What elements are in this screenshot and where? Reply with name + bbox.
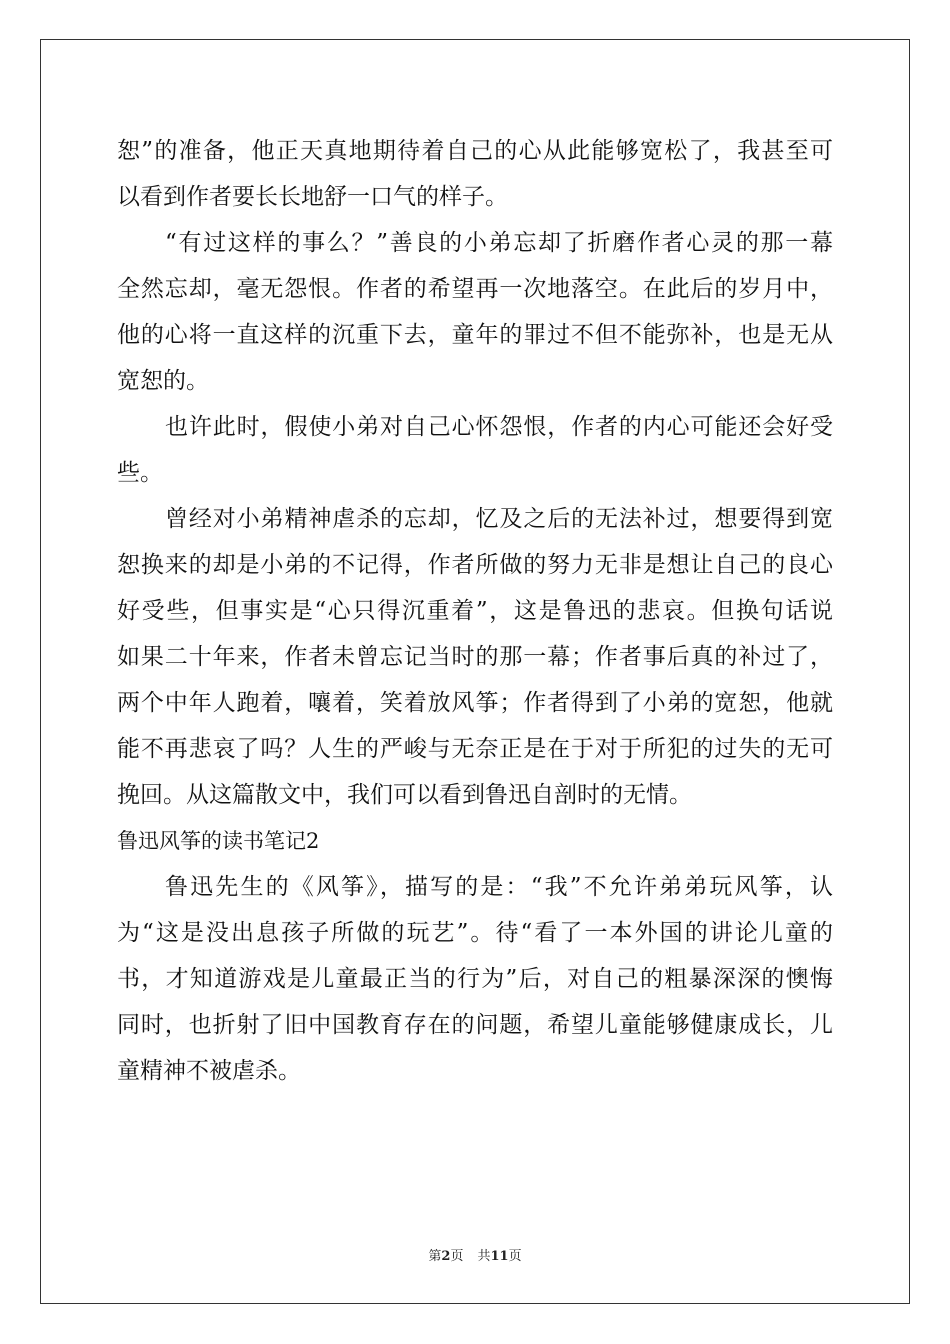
total-page-count: 11 [490, 1249, 509, 1264]
document-body [117, 128, 833, 1094]
text-line: 为“这是没出息孩子所做的玩艺”。待“看了一本外国的讲论儿童的 [117, 920, 833, 946]
footer-page-prefix: 第 [428, 1249, 442, 1264]
text-line: 曾经对小弟精神虐杀的忘却，忆及之后的无法补过，想要得到宽 [165, 506, 833, 532]
text-line: 如果二十年来，作者未曾忘记当时的那一幕；作者事后真的补过了， [117, 644, 833, 670]
text-line: 同时，也折射了旧中国教育存在的问题，希望儿童能够健康成长，儿 [117, 1012, 833, 1038]
current-page-number: 2 [441, 1249, 451, 1264]
text-line: 些。 [117, 460, 163, 486]
section-heading: 鲁迅风筝的读书笔记2 [117, 829, 320, 853]
footer-page-suffix: 页 [450, 1249, 464, 1264]
text-line: 书，才知道游戏是儿童最正当的行为”后，对自己的粗暴深深的懊悔 [117, 966, 833, 992]
text-line: 能不再悲哀了吗？人生的严峻与无奈正是在于对于所犯的过失的无可 [117, 736, 833, 762]
footer-total-prefix: 共 [477, 1249, 491, 1264]
footer-total-suffix: 页 [508, 1249, 522, 1264]
text-line: 鲁迅先生的《风筝》，描写的是：“我”不允许弟弟玩风筝，认 [165, 874, 833, 900]
text-line: 童精神不被虐杀。 [117, 1058, 301, 1084]
text-line: “有过这样的事么？”善良的小弟忘却了折磨作者心灵的那一幕 [165, 230, 833, 256]
text-line: 好受些，但事实是“心只得沉重着”，这是鲁迅的悲哀。但换句话说 [117, 598, 833, 624]
text-line: 恕换来的却是小弟的不记得，作者所做的努力无非是想让自己的良心 [117, 552, 833, 578]
text-line: 也许此时，假使小弟对自己心怀怨恨，作者的内心可能还会好受 [165, 414, 833, 440]
text-line: 两个中年人跑着，嚷着，笑着放风筝；作者得到了小弟的宽恕，他就 [117, 690, 833, 716]
text-line: 他的心将一直这样的沉重下去，童年的罪过不但不能弥补，也是无从 [117, 322, 833, 348]
text-line: 恕”的准备，他正天真地期待着自己的心从此能够宽松了，我甚至可 [117, 138, 833, 164]
text-line: 挽回。从这篇散文中，我们可以看到鲁迅自剖时的无情。 [117, 782, 692, 808]
page-footer [0, 1245, 950, 1264]
text-line: 以看到作者要长长地舒一口气的样子。 [117, 184, 508, 210]
text-line: 宽恕的。 [117, 368, 209, 394]
text-line: 全然忘却，毫无怨恨。作者的希望再一次地落空。在此后的岁月中， [117, 276, 833, 302]
